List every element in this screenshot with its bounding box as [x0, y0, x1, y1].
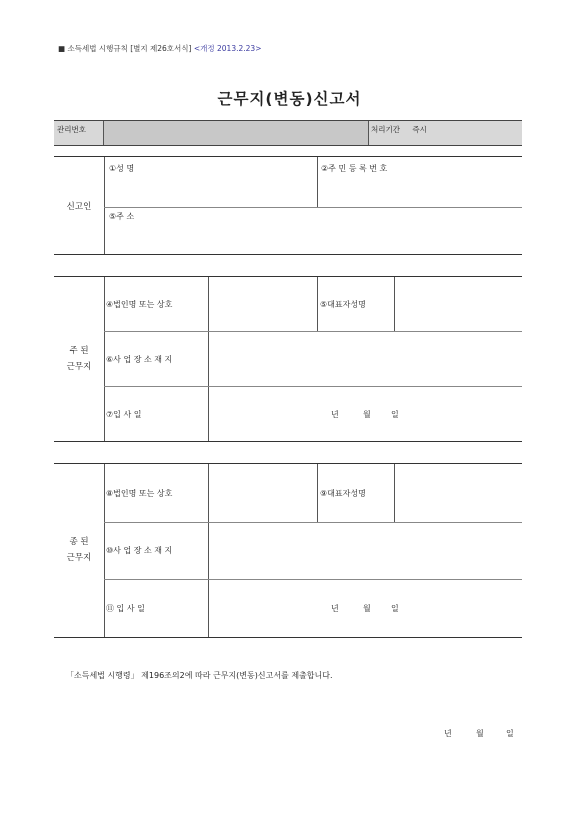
address-label: ⑤주 소	[109, 212, 135, 221]
main-workplace-section	[54, 276, 522, 442]
footer-month: 월	[476, 729, 484, 738]
date-month: 월	[363, 410, 371, 419]
rrn-label: ②주 민 등 록 번 호	[321, 164, 388, 173]
sub-label-line1: 종 된	[69, 537, 89, 547]
representative-label: ⑨대표자성명	[320, 489, 366, 498]
processing-period-label	[368, 121, 522, 145]
business-location-label: ⑥사 업 장 소 재 지	[106, 355, 173, 364]
footer-year: 년	[444, 729, 452, 738]
sub-label-line2: 근무지	[66, 553, 92, 563]
date-year: 년	[331, 410, 339, 419]
footer-day: 일	[506, 729, 514, 738]
main-workplace-label	[54, 343, 104, 375]
period-value: 즉시	[412, 125, 427, 134]
sub-workplace-section	[54, 463, 522, 638]
page-title: 근무지(변동)신고서	[217, 90, 362, 108]
date-day: 일	[391, 410, 399, 419]
sub-workplace-label	[54, 534, 104, 566]
submission-statement: 「소득세법 시행령」 제196조의2에 따라 근무지(변동)신고서를 제출합니다.	[66, 671, 333, 680]
company-name-label: ⑧법인명 또는 상호	[106, 489, 173, 498]
period-label: 처리기간	[371, 125, 400, 134]
company-name-label: ④법인명 또는 상호	[106, 300, 173, 309]
business-location-label: ⑩사 업 장 소 재 지	[106, 546, 173, 555]
date-month: 월	[363, 604, 371, 613]
main-label-line1: 주 된	[69, 346, 89, 356]
management-row	[54, 120, 522, 146]
name-label: ①성 명	[109, 164, 135, 173]
bullet-icon: ■	[58, 44, 66, 53]
date-year: 년	[331, 604, 339, 613]
date-day: 일	[391, 604, 399, 613]
management-number-label: 관리번호	[54, 121, 104, 145]
revision-text: <개정 2013.2.23>	[193, 44, 262, 53]
form-ref-text: 소득세법 시행규칙 [별지 제26호서식]	[67, 44, 192, 53]
reporter-section	[54, 156, 522, 255]
main-label-line2: 근무지	[66, 362, 92, 372]
join-date-label: ⑦입 사 일	[106, 410, 142, 419]
join-date-label: ⑪ 입 사 일	[106, 604, 145, 613]
form-reference	[58, 43, 261, 54]
representative-label: ⑤대표자성명	[320, 300, 366, 309]
reporter-label: 신고인	[66, 202, 92, 212]
